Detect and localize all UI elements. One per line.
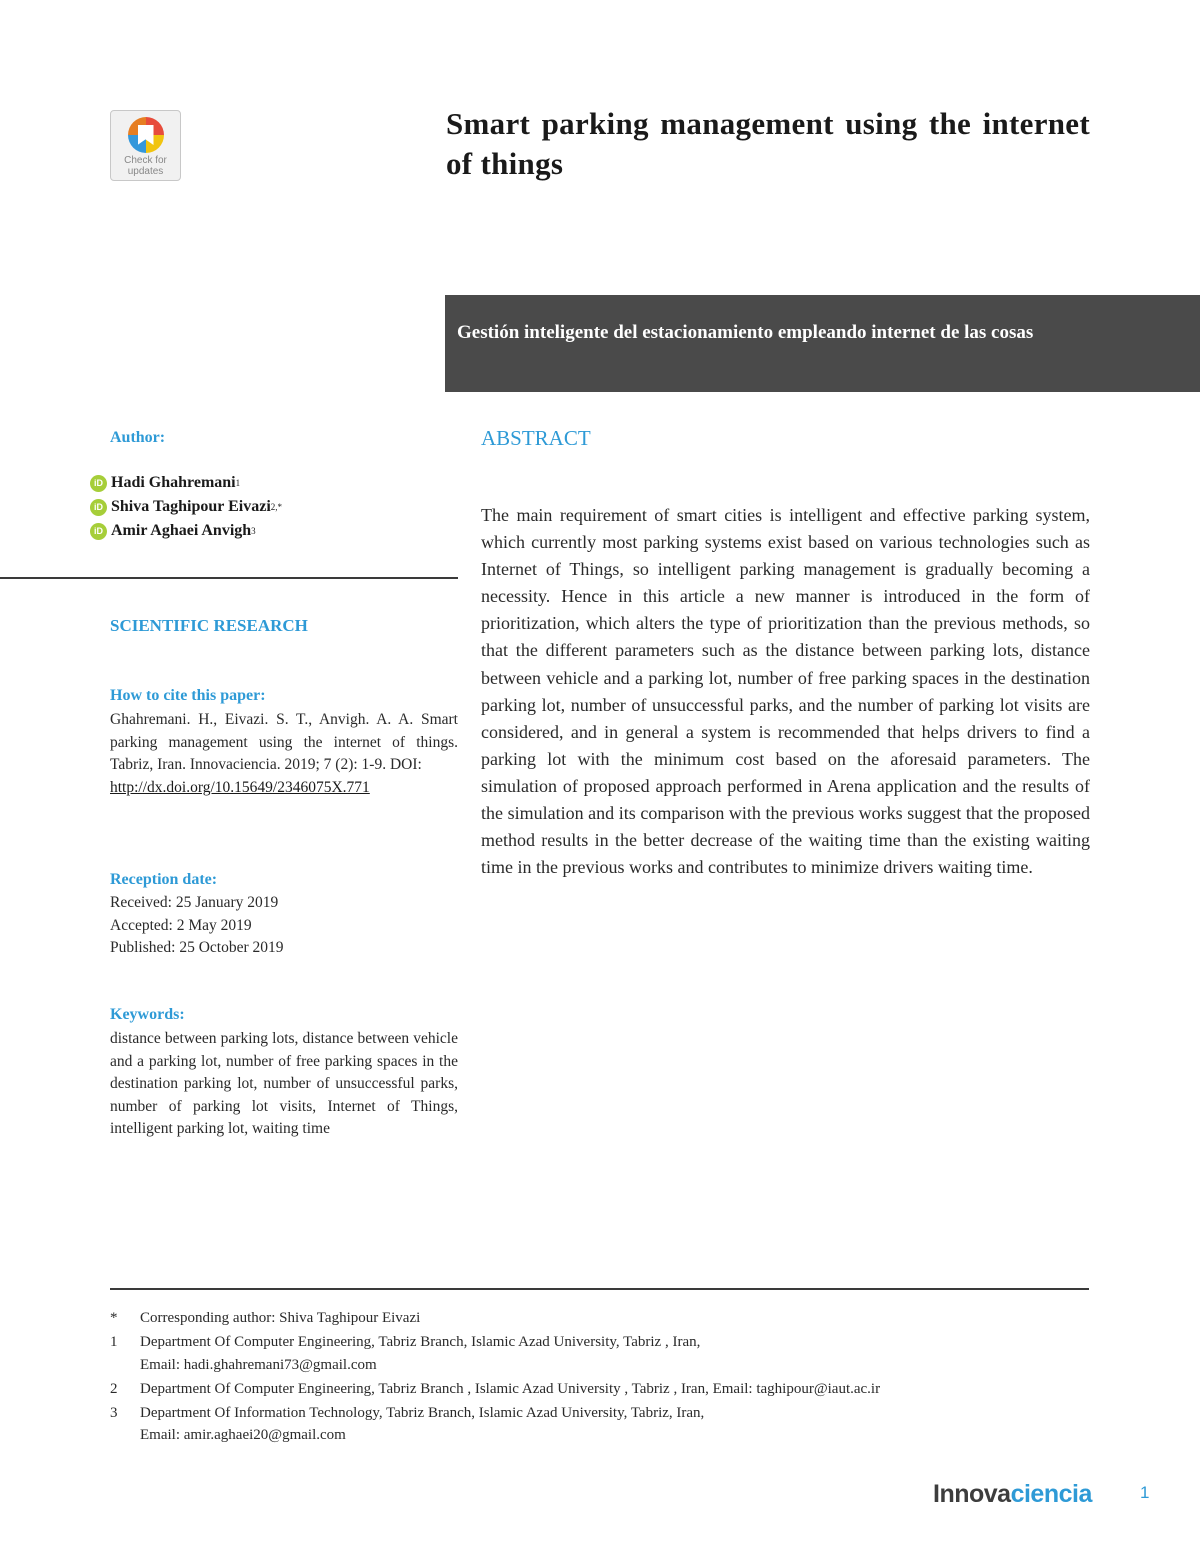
spanish-title-band xyxy=(445,295,1200,392)
keywords-label: Keywords: xyxy=(110,1006,185,1023)
footnote: 2 Department Of Computer Engineering, Tabriz Branch , Islamic Azad University , Tabriz , Iran, Email: taghipour@iaut.ac.ir xyxy=(110,1378,1100,1400)
footnote: 1 Department Of Computer Engineering, Tabriz Branch, Islamic Azad University, Tabriz , Iran, Email: hadi.ghahremani73@gmail.com xyxy=(110,1331,1100,1376)
doi-link[interactable]: http://dx.doi.org/10.15649/2346075X.771 xyxy=(110,778,370,796)
footnote: 3 Department Of Information Technology, Tabriz Branch, Islamic Azad University, Tabriz, Iran, Email: amir.aghaei20@gmail.com xyxy=(110,1402,1100,1447)
page-number: 1 xyxy=(1140,1483,1150,1502)
author-name: Shiva Taghipour Eivazi xyxy=(111,498,271,515)
cite-text: Ghahremani. H., Eivazi. S. T., Anvigh. A. A. Smart parking management using the internet of things. Tabriz, Iran. Innovaciencia. 2019; 7 (2): 1-9. DOI: xyxy=(110,711,458,773)
footnote-mark: 1 xyxy=(110,1334,118,1351)
accepted-date: Accepted: 2 May 2019 xyxy=(110,916,252,934)
cite-block xyxy=(110,709,458,799)
divider xyxy=(0,577,458,579)
footnote-mark: * xyxy=(110,1310,118,1326)
author-affiliation: 3 xyxy=(251,526,256,536)
paper-title: Smart parking management using the internet of things xyxy=(446,106,1090,181)
footnotes xyxy=(110,1307,1100,1449)
abstract-heading: ABSTRACT xyxy=(481,426,591,450)
orcid-icon[interactable]: iD xyxy=(90,523,107,540)
author-name: Amir Aghaei Anvigh xyxy=(111,522,252,539)
received-date: Received: 25 January 2019 xyxy=(110,894,279,911)
author-affiliation: 1 xyxy=(235,478,241,488)
reception-label: Reception date: xyxy=(110,871,218,888)
abstract-text: The main requirement of smart cities is intelligent and effective parking system, which currently most parking systems exist based on various technologies such as Internet of Things, so intelligent parking management is gradually becoming a necessity. Hence in this article a new manner is introduced in the form of prioritization, which alters the type of prioritization than the previous methods, so that the different parameters such as the distance between parking lots, distance between vehicle and a parking lot, number of free parking spaces in the destination parking lot, number of unsuccessful parks, and the number of parking lot visits are considered, and in general a system is recommended that helps drivers to find a parking lot with the minimum cost based on the aforesaid parameters. The simulation of proposed approach performed in Arena application and the results of the simulation and its comparison with the previous works suggest that the proposed method results in the better decrease of the waiting time than the existing waiting time in the previous works and contributes to minimize drivers waiting time. xyxy=(481,505,1090,878)
author-item xyxy=(90,522,256,540)
keywords-text: distance between parking lots, distance between vehicle and a parking lot, number of free parking spaces in the destination parking lot, number of unsuccessful parks, number of parking lot visits, Internet of Things, intelligent parking lot, waiting time xyxy=(110,1030,458,1137)
author-affiliation: 2,* xyxy=(270,502,283,512)
cite-label: How to cite this paper: xyxy=(110,687,266,704)
author-item xyxy=(90,474,240,492)
orcid-icon[interactable]: iD xyxy=(90,475,107,492)
author-name: Hadi Ghahremani xyxy=(111,474,236,491)
orcid-icon[interactable]: iD xyxy=(90,499,107,516)
reception-dates xyxy=(110,892,458,960)
section-type: SCIENTIFIC RESEARCH xyxy=(110,616,308,635)
published-date: Published: 25 October 2019 xyxy=(110,939,284,956)
crossmark-icon xyxy=(128,117,164,153)
check-for-updates-badge[interactable] xyxy=(110,110,181,181)
footnote-divider xyxy=(110,1288,1089,1290)
author-item xyxy=(90,498,282,516)
footnote-mark: 3 xyxy=(110,1405,118,1422)
badge-text: Check for updates xyxy=(124,155,167,177)
author-label: Author: xyxy=(110,429,166,446)
footnote-mark: 2 xyxy=(110,1380,118,1397)
footnote: * Corresponding author: Shiva Taghipour Eivazi xyxy=(110,1307,1100,1329)
journal-logo: Innovaciencia xyxy=(933,1480,1092,1508)
spanish-title: Gestión inteligente del estacionamiento empleando internet de las cosas xyxy=(457,322,1034,343)
